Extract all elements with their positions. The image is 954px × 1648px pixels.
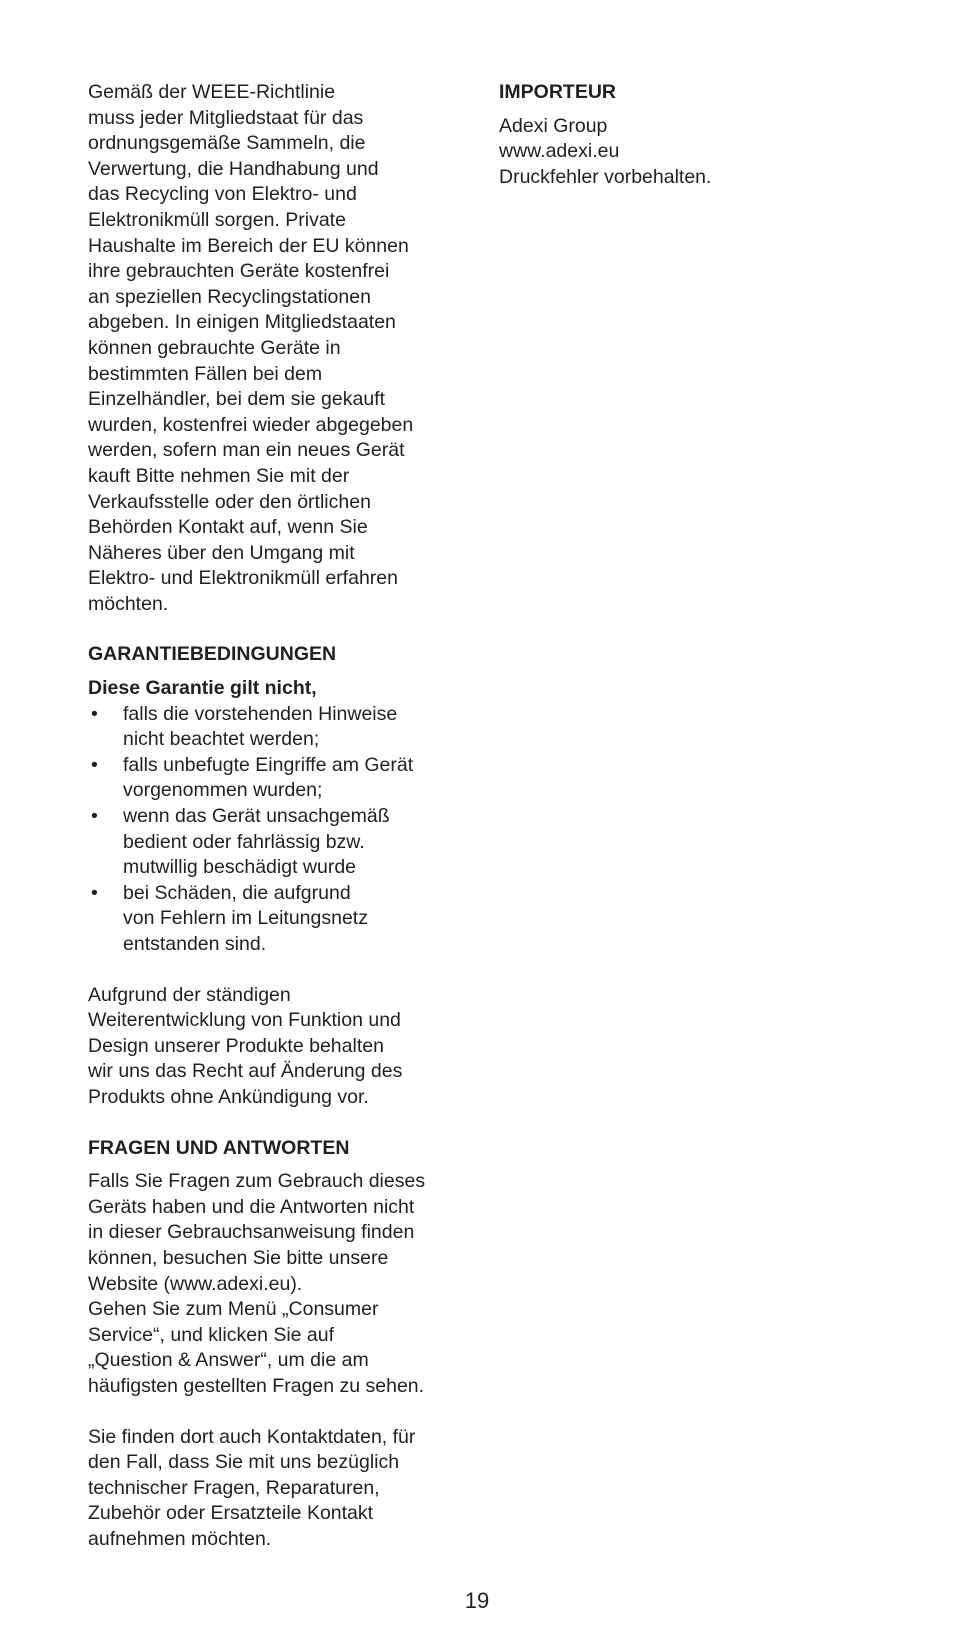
weee-paragraph [88, 80, 468, 617]
faq-line: Service“, und klicken Sie auf [88, 1323, 335, 1346]
bullet-icon: • [91, 753, 98, 776]
development-line: wir uns das Recht auf Änderung des [88, 1060, 403, 1083]
weee-line: das Recycling von Elektro- und [88, 183, 357, 206]
weee-line: können gebrauchte Geräte in [88, 336, 341, 359]
weee-line: abgeben. In einigen Mitgliedstaaten [88, 311, 396, 334]
bullet-line: wenn das Gerät unsachgemäß [123, 805, 390, 828]
faq-line: aufnehmen möchten. [88, 1527, 272, 1550]
importer-details [499, 114, 899, 191]
faq-paragraph-1 [88, 1169, 468, 1399]
faq-line: Website (www.adexi.eu). [88, 1272, 303, 1295]
weee-line: Näheres über den Umgang mit [88, 541, 355, 564]
weee-line: Verkaufsstelle oder den örtlichen [88, 490, 371, 513]
page-number: 19 [464, 1588, 490, 1613]
importer-disclaimer: Druckfehler vorbehalten. [499, 165, 712, 188]
weee-line: werden, sofern man ein neues Gerät [88, 439, 405, 462]
warranty-heading: GARANTIEBEDINGUNGEN [88, 643, 337, 666]
weee-line: wurden, kostenfrei wieder abgegeben [88, 413, 414, 436]
faq-line: können, besuchen Sie bitte unsere [88, 1246, 389, 1269]
development-line: Weiterentwicklung von Funktion und [88, 1009, 401, 1032]
weee-line: möchten. [88, 592, 169, 615]
weee-line: Gemäß der WEEE-Richtlinie [88, 81, 336, 103]
warranty-bullet-item [88, 881, 468, 958]
development-line: Aufgrund der ständigen [88, 983, 291, 1006]
bullet-line: bedient oder fahrlässig bzw. [123, 830, 365, 853]
faq-paragraph-2 [88, 1425, 468, 1553]
warranty-bullet-item [88, 753, 468, 804]
faq-line: häufigsten gestellten Fragen zu sehen. [88, 1374, 425, 1397]
development-line: Produkts ohne Ankündigung vor. [88, 1085, 369, 1108]
faq-line: Gehen Sie zum Menü „Consumer [88, 1298, 379, 1321]
importer-website: www.adexi.eu [499, 140, 620, 163]
weee-line: Behörden Kontakt auf, wenn Sie [88, 516, 368, 539]
weee-line: Haushalte im Bereich der EU können [88, 234, 409, 257]
weee-line: Verwertung, die Handhabung und [88, 157, 379, 180]
bullet-line: bei Schäden, die aufgrund [123, 881, 351, 904]
faq-line: technischer Fragen, Reparaturen, [88, 1476, 380, 1499]
right-column [499, 80, 899, 190]
warranty-bullet-list [88, 702, 468, 958]
faq-line: in dieser Gebrauchsanweisung finden [88, 1221, 415, 1244]
weee-line: an speziellen Recyclingstationen [88, 285, 371, 308]
weee-line: kauft Bitte nehmen Sie mit der [88, 464, 350, 487]
faq-line: „Question & Answer“, um die am [88, 1349, 369, 1372]
faq-line: Zubehör oder Ersatzteile Kontakt [88, 1502, 374, 1525]
importer-heading: IMPORTEUR [499, 81, 616, 103]
importer-company: Adexi Group [499, 114, 608, 137]
weee-line: Elektronikmüll sorgen. Private [88, 208, 346, 231]
warranty-bullet-item [88, 804, 468, 881]
bullet-icon: • [91, 805, 98, 828]
bullet-icon: • [91, 702, 98, 725]
weee-line: bestimmten Fällen bei dem [88, 362, 323, 385]
bullet-line: falls unbefugte Eingriffe am Gerät [123, 753, 414, 776]
weee-line: Einzelhändler, bei dem sie gekauft [88, 388, 386, 411]
warranty-bullet-item [88, 702, 468, 753]
weee-line: ordnungsgemäße Sammeln, die [88, 132, 366, 155]
bullet-line: von Fehlern im Leitungsnetz [123, 907, 368, 930]
faq-line: Geräts haben und die Antworten nicht [88, 1195, 415, 1218]
warranty-intro: Diese Garantie gilt nicht, [88, 677, 317, 700]
faq-line: Sie finden dort auch Kontaktdaten, für [88, 1425, 416, 1448]
faq-heading: FRAGEN UND ANTWORTEN [88, 1136, 350, 1159]
bullet-icon: • [91, 881, 98, 904]
weee-line: Elektro- und Elektronikmüll erfahren [88, 567, 398, 590]
bullet-line: nicht beachtet werden; [123, 728, 320, 751]
development-paragraph [88, 983, 468, 1111]
development-line: Design unserer Produkte behalten [88, 1034, 384, 1057]
faq-line: den Fall, dass Sie mit uns bezüglich [88, 1451, 400, 1474]
weee-line: muss jeder Mitgliedstaat für das [88, 106, 364, 129]
faq-line: Falls Sie Fragen zum Gebrauch dieses [88, 1170, 426, 1193]
left-column [88, 80, 468, 1552]
bullet-line: mutwillig beschädigt wurde [123, 856, 357, 879]
bullet-line: entstanden sind. [123, 933, 267, 955]
bullet-line: falls die vorstehenden Hinweise [123, 702, 398, 725]
bullet-line: vorgenommen wurden; [123, 779, 323, 802]
weee-line: ihre gebrauchten Geräte kostenfrei [88, 260, 390, 283]
